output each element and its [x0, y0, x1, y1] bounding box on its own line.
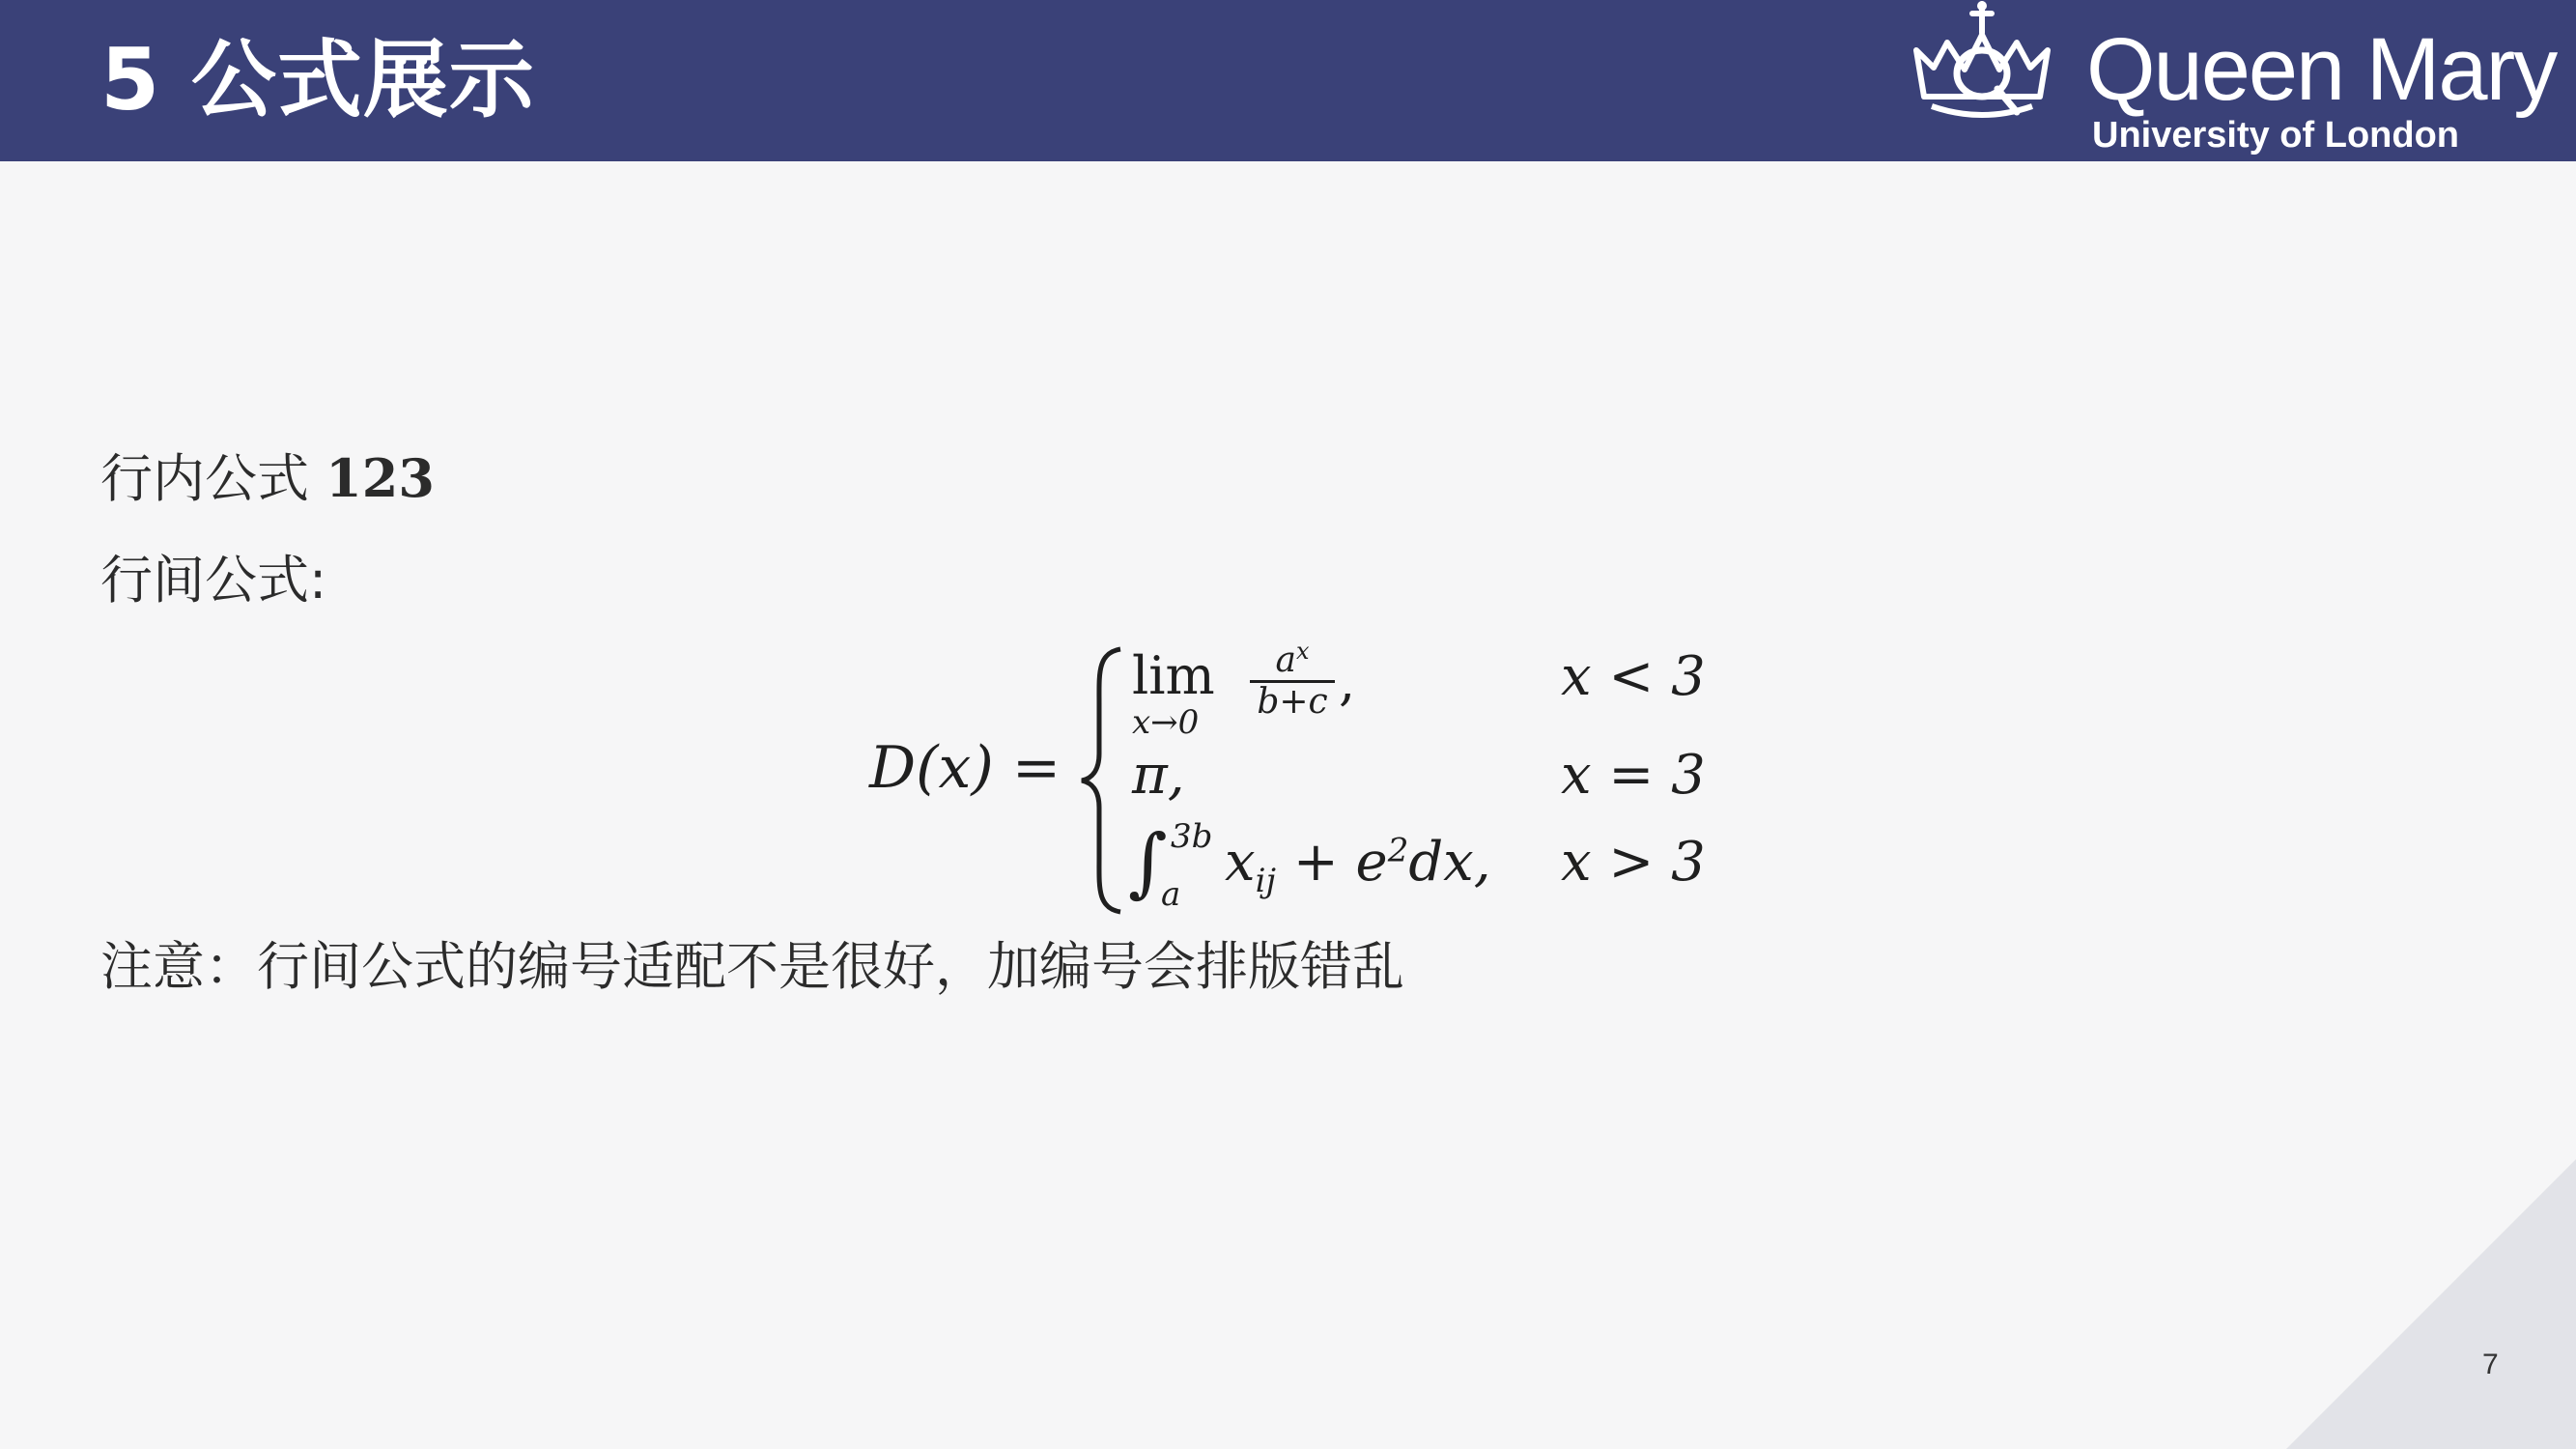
note-text: 注意：行间公式的编号适配不是很好，加编号会排版错乱 [100, 936, 1404, 997]
inline-formula-label: 行内公式 [100, 448, 309, 509]
piecewise-equation [869, 638, 1739, 918]
case1-condition: x < 3 [1561, 645, 1706, 708]
page-number: 7 [2482, 1349, 2499, 1380]
inline-formula-value: 123 [326, 447, 435, 509]
case3-int-lower: a [1161, 875, 1181, 914]
case3-condition: x > 3 [1561, 831, 1706, 894]
case1-frac-den: b+c [1257, 682, 1328, 722]
case3-int-upper: 3b [1171, 817, 1213, 856]
logo-name: Queen Mary [2086, 20, 2557, 119]
case3-expression: $x_{ij} + e^2dx$, [1225, 831, 1491, 901]
crown-icon [1909, 0, 2055, 126]
inline-formula-line [100, 444, 435, 513]
university-logo [1909, 0, 2557, 161]
case2-condition: x = 3 [1561, 744, 1706, 807]
display-formula-label: 行间公式: [100, 550, 327, 611]
header-bar [0, 0, 2576, 161]
corner-decoration [2286, 1159, 2576, 1449]
equation-lhs: D(x) = [869, 734, 1062, 802]
case1-lim-sub: x→0 [1132, 703, 1200, 742]
integral-sign: ∫ [1128, 819, 1168, 906]
case2-expression: π, [1132, 744, 1185, 807]
case1-lim: lim [1132, 645, 1215, 706]
left-brace [1078, 645, 1126, 916]
slide-title: 5 公式展示 [100, 30, 535, 129]
logo-subtitle: University of London [2092, 115, 2459, 156]
case1-comma: , [1339, 651, 1356, 712]
case1-frac-num: $a^x$ [1275, 638, 1310, 680]
